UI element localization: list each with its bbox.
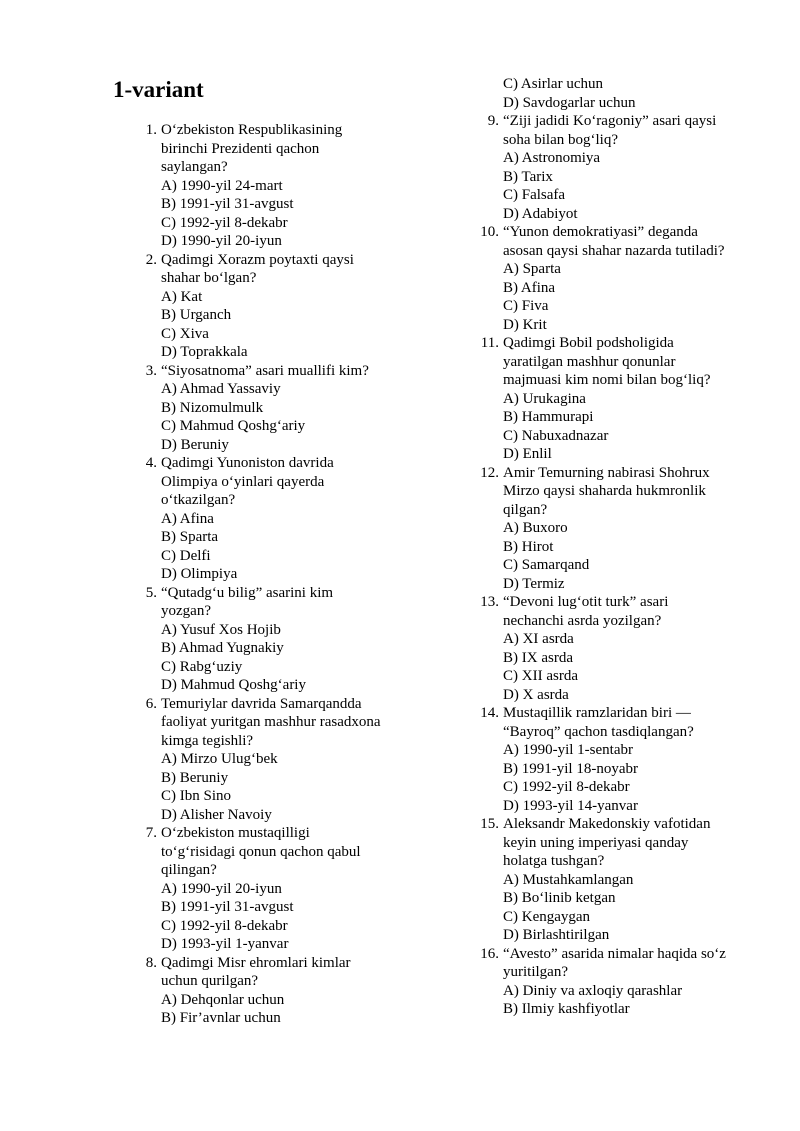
answer-option: A) XI asrda (503, 631, 574, 647)
question-text: “Bayroq” qachon tasdiqlangan? (503, 723, 694, 740)
answer-option: B) Urganch (161, 307, 232, 323)
answer-option: D) Olimpiya (161, 566, 238, 582)
question-number: 15. (480, 816, 499, 832)
answer-option: D) Beruniy (161, 436, 229, 453)
answer-option: C) Rabg‘uziy (161, 658, 243, 675)
answer-option: D) Savdogarlar uchun (503, 94, 636, 111)
answer-option: D) Termiz (503, 575, 565, 592)
question-text: O‘zbekiston Respublikasining (161, 122, 343, 138)
answer-option: C) Asirlar uchun (503, 76, 603, 92)
question-item (133, 954, 423, 1028)
answer-option: D) Enlil (503, 446, 552, 462)
question-number: 10. (480, 224, 499, 240)
question-text: Qadimgi Misr ehromlari kimlar (161, 954, 351, 971)
question-text: Mustaqillik ramzlaridan biri — (503, 705, 691, 721)
answer-option: B) Ahmad Yugnakiy (161, 640, 284, 656)
answer-option: B) Sparta (161, 529, 219, 545)
question-text: yuritilgan? (503, 964, 568, 980)
right-question-list (475, 112, 765, 1019)
answer-option: C) Kengaygan (503, 908, 591, 925)
question-item (133, 695, 423, 825)
question-text: Olimpiya o‘yinlari qayerda (161, 473, 325, 490)
answer-option: A) Urukagina (503, 390, 586, 407)
question-item (133, 362, 423, 455)
question-item (475, 223, 765, 334)
answer-option: A) Mirzo Ulug‘bek (161, 751, 278, 767)
answer-option: A) Kat (161, 288, 203, 305)
question-text: “Ziji jadidi Ko‘ragoniy” asari qaysi (503, 113, 717, 129)
answer-option: A) Sparta (503, 261, 561, 277)
left-column (133, 121, 423, 1028)
answer-option: D) 1993-yil 14-yanvar (503, 797, 638, 814)
question-number: 5. (145, 584, 157, 601)
question-number: 12. (480, 464, 499, 481)
answer-option: A) Yusuf Xos Hojib (161, 621, 281, 638)
question-text: nechanchi asrda yozilgan? (503, 612, 662, 629)
answer-option: C) 1992-yil 8-dekabr (503, 779, 630, 795)
question-text: “Yunon demokratiyasi” deganda (503, 224, 698, 240)
question-item (133, 824, 423, 954)
question-item (475, 464, 765, 594)
page-title: 1-variant (113, 77, 204, 102)
question-number: 3. (145, 362, 157, 379)
question-item (133, 454, 423, 584)
question-text: “Qutadg‘u bilig” asarini kim (161, 584, 334, 601)
answer-option: A) 1990-yil 1-sentabr (503, 742, 633, 758)
answer-option: B) Nizomulmulk (161, 399, 264, 416)
answer-option: B) Bo‘linib ketgan (503, 890, 616, 906)
answer-option: C) Nabuxadnazar (503, 427, 609, 444)
answer-option: B) 1991-yil 31-avgust (161, 196, 294, 212)
question-item (133, 251, 423, 362)
question-text: yozgan? (161, 603, 211, 619)
answer-option: C) XII asrda (503, 668, 578, 684)
question-text: soha bilan bog‘liq? (503, 131, 618, 148)
question-number: 14. (480, 705, 499, 721)
answer-option: C) 1992-yil 8-dekabr (161, 214, 288, 231)
question-item (475, 112, 765, 223)
question-number: 6. (145, 695, 157, 712)
answer-option: D) X asrda (503, 686, 569, 703)
question-text: Mirzo qaysi shaharda hukmronlik (503, 483, 706, 499)
answer-option: B) Tarix (503, 168, 553, 185)
answer-option: C) Ibn Sino (161, 788, 232, 804)
answer-option: A) Dehqonlar uchun (161, 991, 285, 1008)
question-text: yaratilgan mashhur qonunlar (503, 353, 676, 370)
answer-option: A) Ahmad Yassaviy (161, 381, 281, 397)
question-number: 2. (145, 251, 157, 268)
answer-option: B) Ilmiy kashfiyotlar (503, 1001, 630, 1017)
answer-option: A) 1990-yil 24-mart (161, 177, 283, 194)
answer-option: B) Fir’avnlar uchun (161, 1010, 281, 1026)
answer-option: D) 1990-yil 20-iyun (161, 233, 282, 249)
question-text: to‘g‘risidagi qonun qachon qabul (161, 843, 361, 860)
answer-option: B) Hammurapi (503, 409, 594, 425)
answer-option: B) Hirot (503, 538, 554, 555)
answer-option: B) 1991-yil 18-noyabr (503, 760, 638, 777)
question-text: qilgan? (503, 501, 548, 518)
question-item (475, 815, 765, 945)
question-text: shahar bo‘lgan? (161, 270, 257, 286)
question-text: keyin uning imperiyasi qanday (503, 834, 689, 851)
answer-option: A) Afina (161, 510, 214, 527)
question-text: Aleksandr Makedonskiy vafotidan (503, 816, 711, 832)
question-text: “Devoni lug‘otit turk” asari (503, 594, 669, 610)
answer-option: A) 1990-yil 20-iyun (161, 880, 282, 897)
answer-option: C) Mahmud Qoshg‘ariy (161, 418, 306, 434)
question-text: qilingan? (161, 862, 217, 878)
question-text: Qadimgi Xorazm poytaxti qaysi (161, 251, 354, 268)
question-text: “Siyosatnoma” asari muallifi kim? (161, 362, 369, 379)
answer-option: B) Beruniy (161, 769, 229, 786)
question-item (133, 584, 423, 695)
question-item (475, 945, 765, 1019)
question-text: majmuasi kim nomi bilan bog‘liq? (503, 372, 711, 388)
question-text: Temuriylar davrida Samarqandda (161, 695, 362, 712)
question-text: kimga tegishli? (161, 732, 254, 749)
question-item (133, 121, 423, 251)
answer-option: D) Toprakkala (161, 344, 248, 360)
question-text: Amir Temurning nabirasi Shohrux (503, 464, 710, 481)
question-text: faoliyat yuritgan mashhur rasadxona (161, 714, 381, 730)
answer-option: B) Afina (503, 279, 556, 296)
answer-option: D) Mahmud Qoshg‘ariy (161, 677, 306, 693)
answer-option: A) Diniy va axloqiy qarashlar (503, 982, 683, 999)
answer-option: C) Xiva (161, 325, 209, 342)
answer-option: C) Falsafa (503, 187, 566, 203)
question-number: 1. (145, 122, 157, 138)
answer-option: A) Mustahkamlangan (503, 871, 634, 888)
question-number: 4. (145, 455, 157, 471)
answer-option: D) Alisher Navoiy (161, 806, 272, 823)
question-8-continuation (475, 75, 765, 112)
answer-option: B) 1991-yil 31-avgust (161, 899, 294, 915)
question-text: uchun qurilgan? (161, 973, 259, 989)
answer-option: C) 1992-yil 8-dekabr (161, 917, 288, 934)
question-number: 11. (480, 335, 499, 351)
answer-option: C) Samarqand (503, 557, 590, 573)
question-item (475, 704, 765, 815)
question-text: o‘tkazilgan? (161, 492, 236, 508)
question-number: 8. (145, 954, 157, 971)
question-text: O‘zbekiston mustaqilligi (161, 825, 310, 841)
answer-option: B) IX asrda (503, 649, 573, 666)
question-text: Qadimgi Yunoniston davrida (161, 455, 334, 471)
answer-option: D) Birlashtirilgan (503, 927, 610, 943)
right-column (475, 75, 765, 1019)
answer-option: C) Delfi (161, 547, 211, 564)
question-text: asosan qaysi shahar nazarda tutiladi? (503, 242, 725, 259)
question-item (475, 334, 765, 464)
answer-option: D) Krit (503, 316, 547, 333)
question-number: 9. (487, 113, 499, 129)
question-number: 16. (480, 945, 499, 962)
answer-option: A) Buxoro (503, 520, 568, 536)
question-number: 7. (145, 825, 157, 841)
question-text: “Avesto” asarida nimalar haqida so‘z (503, 945, 726, 962)
answer-option: D) Adabiyot (503, 205, 578, 222)
question-text: saylangan? (161, 159, 228, 175)
answer-option: C) Fiva (503, 298, 549, 314)
answer-option: D) 1993-yil 1-yanvar (161, 936, 289, 952)
question-number: 13. (480, 594, 499, 610)
answer-option: A) Astronomiya (503, 150, 601, 166)
question-text: holatga tushgan? (503, 853, 605, 869)
question-text: Qadimgi Bobil podsholigida (503, 335, 674, 351)
question-item (475, 593, 765, 704)
question-text: birinchi Prezidenti qachon (161, 140, 320, 157)
